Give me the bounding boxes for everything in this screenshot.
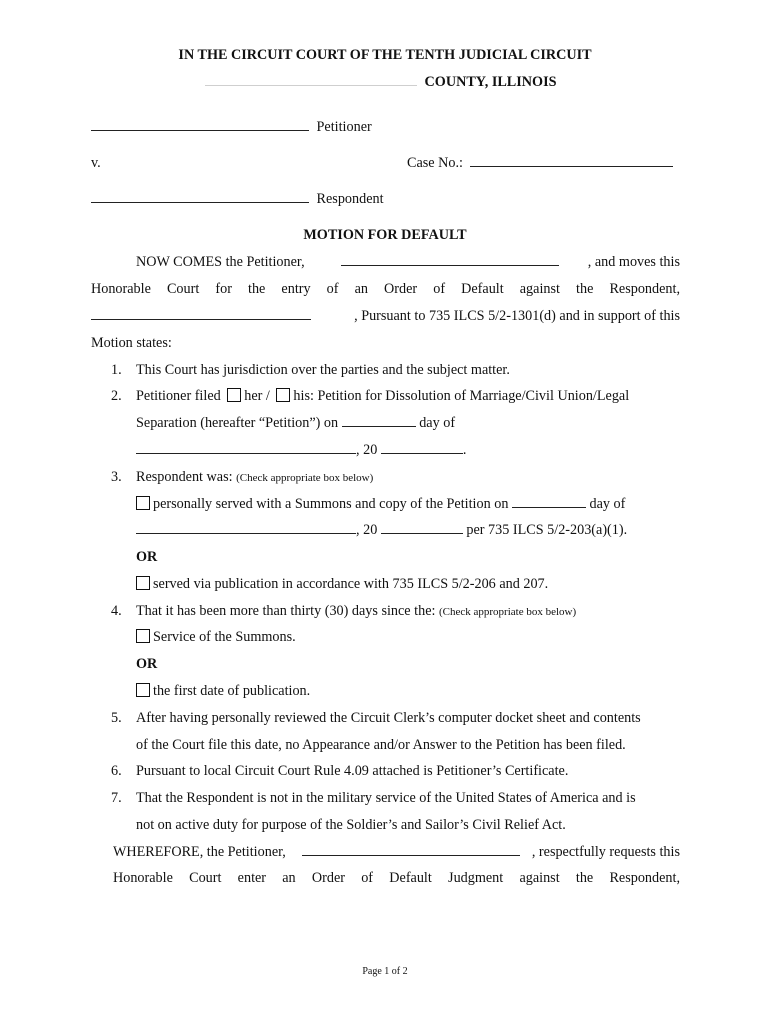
item-text: served via publication in accordance with 735 ILCS 5/2-206 and 207. bbox=[153, 576, 549, 592]
county-label: COUNTY, ILLINOIS bbox=[424, 74, 557, 90]
item-text: Respondent was: bbox=[136, 469, 233, 485]
item-text: day of bbox=[589, 496, 626, 512]
petitioner-name-field[interactable] bbox=[91, 119, 309, 131]
item-number: 3. bbox=[111, 469, 122, 485]
respondent-label: Respondent bbox=[316, 191, 384, 207]
intro-line-4: Motion states: bbox=[91, 335, 172, 351]
court-heading: IN THE CIRCUIT COURT OF THE TENTH JUDICIAL CIRCUIT bbox=[178, 47, 592, 63]
motion-title: MOTION FOR DEFAULT bbox=[303, 227, 467, 243]
item-text: , 20 bbox=[356, 522, 378, 538]
item-number: 6. bbox=[111, 763, 122, 779]
item-number: 5. bbox=[111, 710, 122, 726]
item-number: 4. bbox=[111, 603, 122, 619]
case-number-field[interactable] bbox=[470, 155, 673, 167]
item-note: (Check appropriate box below) bbox=[236, 472, 374, 484]
item-text: the first date of publication. bbox=[153, 683, 311, 699]
case-no-label: Case No.: bbox=[407, 155, 463, 171]
personally-served-checkbox[interactable] bbox=[136, 496, 150, 510]
item-text: That the Respondent is not in the military service of the United States of America and is bbox=[136, 790, 636, 806]
item-text: After having personally reviewed the Circuit Clerk’s computer docket sheet and contents bbox=[136, 710, 641, 726]
item-note: (Check appropriate box below) bbox=[438, 606, 577, 618]
item-text: day of bbox=[419, 415, 456, 431]
item-number: 2. bbox=[111, 388, 122, 404]
intro-text-3: , Pursuant to 735 ILCS 5/2-1301(d) and in support of this bbox=[354, 308, 680, 324]
item-number: 7. bbox=[111, 790, 122, 806]
petitioner-label: Petitioner bbox=[316, 119, 372, 135]
item-text: , 20 bbox=[356, 442, 378, 458]
petitioner-line bbox=[91, 119, 372, 136]
item-text: Service of the Summons. bbox=[153, 629, 296, 645]
intro-line-3 bbox=[91, 308, 680, 325]
item-3-personal-service bbox=[136, 496, 625, 513]
closing-line-1 bbox=[113, 844, 680, 861]
county-field[interactable] bbox=[205, 74, 417, 86]
item-text: . bbox=[462, 442, 467, 458]
case-number-line bbox=[407, 155, 673, 172]
his-label: his: Petition for Dissolution of Marriage/Civil Union/Legal bbox=[293, 388, 630, 404]
her-label: her / bbox=[244, 388, 270, 404]
item-4-service bbox=[136, 629, 296, 646]
or-separator-2: OR bbox=[136, 656, 158, 672]
item-7-line-2: not on active duty for purpose of the Soldier’s and Sailor’s Civil Relief Act. bbox=[136, 817, 566, 833]
item-2-line-2 bbox=[136, 415, 455, 432]
item-2-line-3 bbox=[136, 442, 466, 459]
item-text: Separation (hereafter “Petition”) on bbox=[136, 415, 339, 431]
service-day-field[interactable] bbox=[512, 496, 586, 508]
service-of-summons-checkbox[interactable] bbox=[136, 629, 150, 643]
item-text: This Court has jurisdiction over the parties and the subject matter. bbox=[136, 362, 510, 378]
item-4-publication bbox=[136, 683, 310, 700]
service-month-field[interactable] bbox=[136, 522, 356, 534]
closing-text-1b: , respectfully requests this bbox=[531, 844, 680, 860]
item-text: That it has been more than thirty (30) days since the: bbox=[136, 603, 436, 619]
county-line bbox=[205, 74, 556, 91]
service-year-field[interactable] bbox=[381, 522, 463, 534]
item-number: 1. bbox=[111, 362, 122, 378]
item-text: Petitioner filed bbox=[136, 388, 221, 404]
closing-line-2: Honorable Court enter an Order of Default Judgment against the Respondent, bbox=[113, 870, 680, 886]
her-checkbox[interactable] bbox=[227, 388, 241, 402]
publication-checkbox[interactable] bbox=[136, 576, 150, 590]
petitioner-name-field-2[interactable] bbox=[341, 254, 559, 266]
item-3-publication bbox=[136, 576, 548, 593]
petition-day-field[interactable] bbox=[342, 415, 416, 427]
or-separator-1: OR bbox=[136, 549, 158, 565]
intro-line-1 bbox=[136, 254, 680, 271]
closing-text-1a: WHEREFORE, the Petitioner, bbox=[113, 844, 286, 860]
item-text: personally served with a Summons and copy of the Petition on bbox=[153, 496, 509, 512]
page-number: Page 1 of 2 bbox=[362, 966, 408, 977]
petition-year-field[interactable] bbox=[381, 442, 463, 454]
versus-label: v. bbox=[91, 155, 101, 171]
first-publication-checkbox[interactable] bbox=[136, 683, 150, 697]
item-text: Pursuant to local Circuit Court Rule 4.09 attached is Petitioner’s Certificate. bbox=[136, 763, 569, 779]
intro-text-1b: , and moves this bbox=[587, 254, 680, 270]
intro-line-2: Honorable Court for the entry of an Order of Default against the Respondent, bbox=[91, 281, 680, 297]
respondent-line bbox=[91, 191, 384, 208]
his-checkbox[interactable] bbox=[276, 388, 290, 402]
item-text: per 735 ILCS 5/2-203(a)(1). bbox=[466, 522, 628, 538]
respondent-name-field-2[interactable] bbox=[91, 308, 311, 320]
item-3-line-3 bbox=[136, 522, 627, 539]
intro-text-1a: NOW COMES the Petitioner, bbox=[136, 254, 305, 270]
item-5-line-2: of the Court file this date, no Appearance and/or Answer to the Petition has been filed. bbox=[136, 737, 626, 753]
respondent-name-field[interactable] bbox=[91, 191, 309, 203]
petition-month-field[interactable] bbox=[136, 442, 356, 454]
petitioner-name-field-3[interactable] bbox=[302, 844, 520, 856]
